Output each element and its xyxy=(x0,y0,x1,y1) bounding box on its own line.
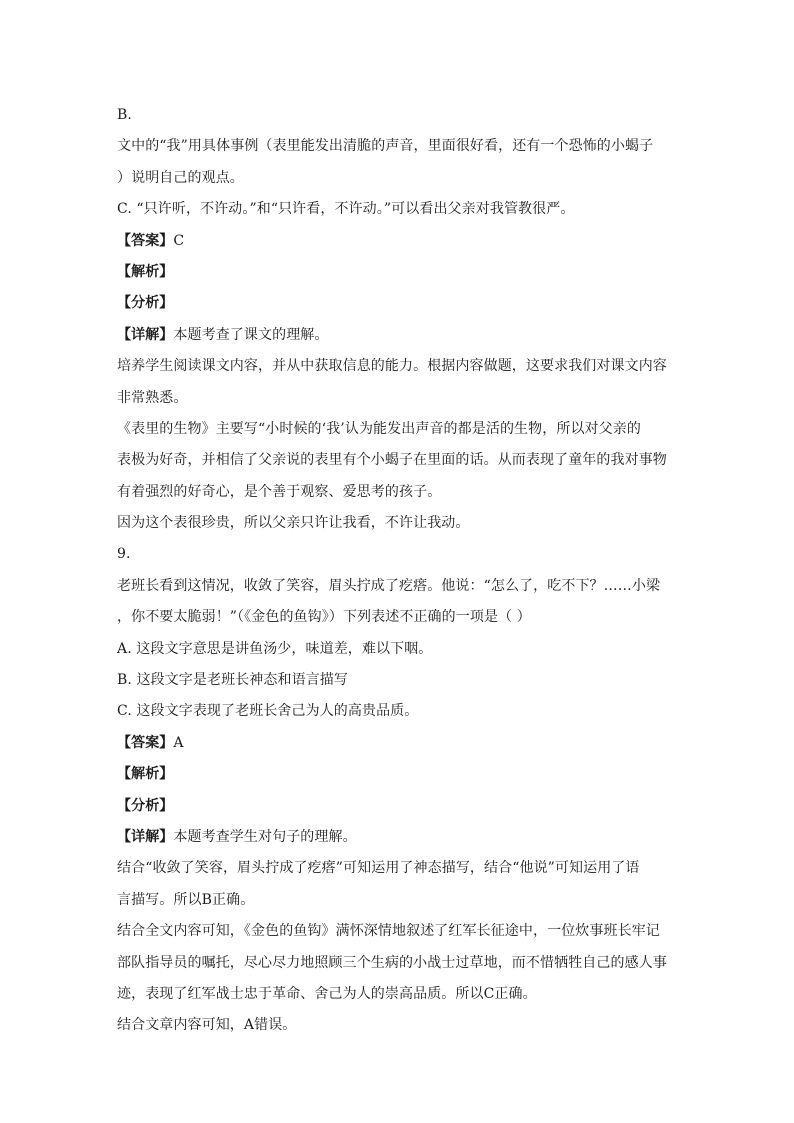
q9-stem-line2: ，你不要太脆弱！”（《金色的鱼钩》）下列表述不正确的一项是（ ） xyxy=(117,609,531,626)
q9-para2-line2: 部队指导员的嘱托，尽心尽力地照顾三个生病的小战士过草地，而不惜牺牲自己的感人事 xyxy=(117,954,667,971)
q9-answer xyxy=(117,728,677,759)
q8-detail-tag: 【详解】 xyxy=(117,326,174,343)
q8-detail-text: 本题考查了课文的理解。 xyxy=(173,326,329,343)
q8-para2-line1: 《表里的生物》主要写“小时候的‘我’认为能发出声音的都是活的生物，所以对父亲的 xyxy=(117,420,641,437)
q8-detail xyxy=(117,320,677,351)
q9-detail-text: 本题考查学生对句子的理解。 xyxy=(173,828,357,845)
q9-number: 9. xyxy=(117,546,131,563)
q9-fenxi-tag: 【分析】 xyxy=(117,797,174,814)
q9-answer-tag: 【答案】 xyxy=(117,734,174,751)
q8-option-c: C. “只许听，不许动。”和“只许看，不许动。”可以看出父亲对我管教很严。 xyxy=(117,201,575,218)
q8-fenxi-tag: 【分析】 xyxy=(117,295,174,312)
q8-option-b-text-line1: 文中的“我”用具体事例（表里能发出清脆的声音，里面很好看，还有一个恐怖的小蝎子 xyxy=(117,138,654,155)
q9-para1-line2: 言描写。所以B正确。 xyxy=(117,891,255,908)
q9-option-a: A. 这段文字意思是讲鱼汤少，味道差，难以下咽。 xyxy=(117,640,433,657)
q8-fenxi-heading xyxy=(117,288,677,319)
q8-answer xyxy=(117,226,677,257)
q9-para2-line3: 迹，表现了红军战士忠于革命、舍己为人的崇高品质。所以C正确。 xyxy=(117,985,537,1002)
q8-para1-line1: 培养学生阅读课文内容，并从中获取信息的能力。根据内容做题，这要求我们对课文内容 xyxy=(117,358,667,375)
q9-para1-line1: 结合“收敛了笑容，眉头拧成了疙瘩”可知运用了神态描写，结合“他说”可知运用了语 xyxy=(117,860,640,877)
document-page xyxy=(117,100,677,1042)
q8-para3-line1: 因为这个表很珍贵，所以父亲只许让我看，不许让我动。 xyxy=(117,515,470,532)
q8-analysis-tag: 【解析】 xyxy=(117,263,174,280)
q8-option-b-label: B. xyxy=(117,107,132,123)
q9-option-b: B. 这段文字是老班长神态和语言描写 xyxy=(117,672,348,689)
q9-option-c: C. 这段文字表现了老班长舍己为人的高贵品质。 xyxy=(117,703,419,720)
q9-detail-tag: 【详解】 xyxy=(117,828,174,845)
q9-stem-line1: 老班长看到这情况，收敛了笑容，眉头拧成了疙瘩。他说：“怎么了，吃不下？……小梁 xyxy=(117,577,661,594)
q9-detail xyxy=(117,822,677,853)
q8-answer-tag: 【答案】 xyxy=(117,232,174,249)
q8-para1-line2: 非常熟悉。 xyxy=(117,389,188,406)
q8-option-b-text-line2: ）说明自己的观点。 xyxy=(117,169,244,186)
q8-para2-line3: 有着强烈的好奇心，是个善于观察、爱思考的孩子。 xyxy=(117,483,442,500)
q9-answer-value: A xyxy=(173,734,184,751)
q8-answer-value: C xyxy=(173,232,185,249)
q8-para2-line2: 表极为好奇，并相信了父亲说的表里有个小蝎子在里面的话。从而表现了童年的我对事物 xyxy=(117,452,667,469)
q9-analysis-tag: 【解析】 xyxy=(117,766,174,783)
q8-analysis-heading xyxy=(117,257,677,288)
q9-analysis-heading xyxy=(117,759,677,790)
q9-fenxi-heading xyxy=(117,791,677,822)
q9-para3-line1: 结合文章内容可知，A错误。 xyxy=(117,1017,297,1034)
q9-para2-line1: 结合全文内容可知，《金色的鱼钩》满怀深情地叙述了红军长征途中，一位炊事班长牢记 xyxy=(117,923,660,940)
